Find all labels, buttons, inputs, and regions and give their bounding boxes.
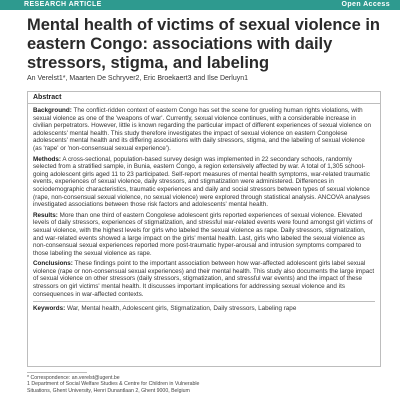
methods-text: A cross-sectional, population-based survey design was implemented in 22 secondary schools, randomly selected from a stratified sample, in Bunia, eastern Congo, a region extensively affected by war. A total of 1,305 school-going adolescent girls aged 11 to 23 participated. Self-report measures of mental health symptoms, war-related traumatic events, experiences of sexual violence, daily stressors, and stigmatization were administered. Differences in sociodemographic characteristics, traumatic experiences and daily and social stressors between types of sexual violence (rape, non-consensual sexual violence, no sexual violence) were explored through statistical analysis. ANCOVA analyses investigated associations between those risk factors and adolescents' mental health. [33, 155, 370, 209]
open-access-label: Open Access [341, 1, 390, 8]
methods-label: Methods: [33, 155, 61, 163]
conclusions-text: These findings point to the important association between how war-affected adolescent girls label sexual violence (rape or non-consensual sexual experiences) and their mental health. This study also documents the large impact of sexual violence on other stressors (daily stressors, stigmatization, and stressful war events) and the impact of these stressors on girl victims' mental health. It discusses important implications for addressing sexual violence and its consequences in war-affected contexts. [33, 260, 375, 298]
abstract-background [33, 107, 375, 153]
background-text: The conflict-ridden context of eastern Congo has set the scene for grueling human rights violations, with sexual violence as one of the 'weapons of war'. Currently, sexual violence continues, with a considerable increase in civilian perpetrators. However, little is known regarding the particular impact of different experiences of sexual violence on adolescents' mental health. This study therefore investigates the impact of sexual violence on eastern Congolese adolescents' mental health and its differing associations with daily stressors, stigma, and the labeling of sexual violence (as 'rape' or 'non-consensual sexual experience'). [33, 107, 371, 152]
abstract-conclusions [33, 260, 375, 298]
abstract-body [28, 104, 380, 313]
author-list: An Verelst1*, Maarten De Schryver2, Eric Broekaert3 and Ilse Derluyn1 [27, 75, 248, 82]
article-type-bar [0, 0, 400, 10]
affiliation-line-2: Situations, Ghent University, Henri Dunantlaan 2, Ghent 9000, Belgium [27, 387, 190, 394]
section-label: RESEARCH ARTICLE [24, 1, 102, 8]
abstract-box [27, 91, 381, 367]
abstract-heading: Abstract [28, 92, 380, 104]
footnotes [27, 372, 387, 394]
background-label: Background: [33, 107, 72, 114]
article-title: Mental health of victims of sexual violence in eastern Congo: associations with daily stressors, stigma, and labeling [27, 16, 381, 72]
abstract-methods [33, 156, 375, 209]
footnote-divider [27, 372, 87, 373]
affiliation-line-1: 1 Department of Social Welfare Studies & Centre for Children in Vulnerable [27, 381, 200, 388]
abstract-keywords [33, 301, 375, 313]
results-text: More than one third of eastern Congolese adolescent girls reported experiences of sexual violence. Elevated levels of daily stressors, experiences of stigmatization, and stressful war-related events were found amongst girl victims of sexual violence, with the highest levels for girls who labeled the sexual violence as rape. Daily stressors, stigmatization, and war-related events showed a large impact on the girls' mental health. Last, girls who labeled the sexual violence as non-consensual sexual experiences reported more post-traumatic hyper-arousal and intrusion symptoms compared to those labeling the sexual violence as rape. [33, 211, 373, 257]
results-label: Results: [33, 211, 58, 219]
keywords-label: Keywords: [33, 305, 66, 313]
correspondence-note: * Correspondence: an.verelst@ugent.be [27, 375, 120, 381]
keywords-text: War, Mental health, Adolescent girls, Stigmatization, Daily stressors, Labeling rape [66, 305, 297, 313]
abstract-results [33, 212, 375, 258]
conclusions-label: Conclusions: [33, 260, 73, 268]
